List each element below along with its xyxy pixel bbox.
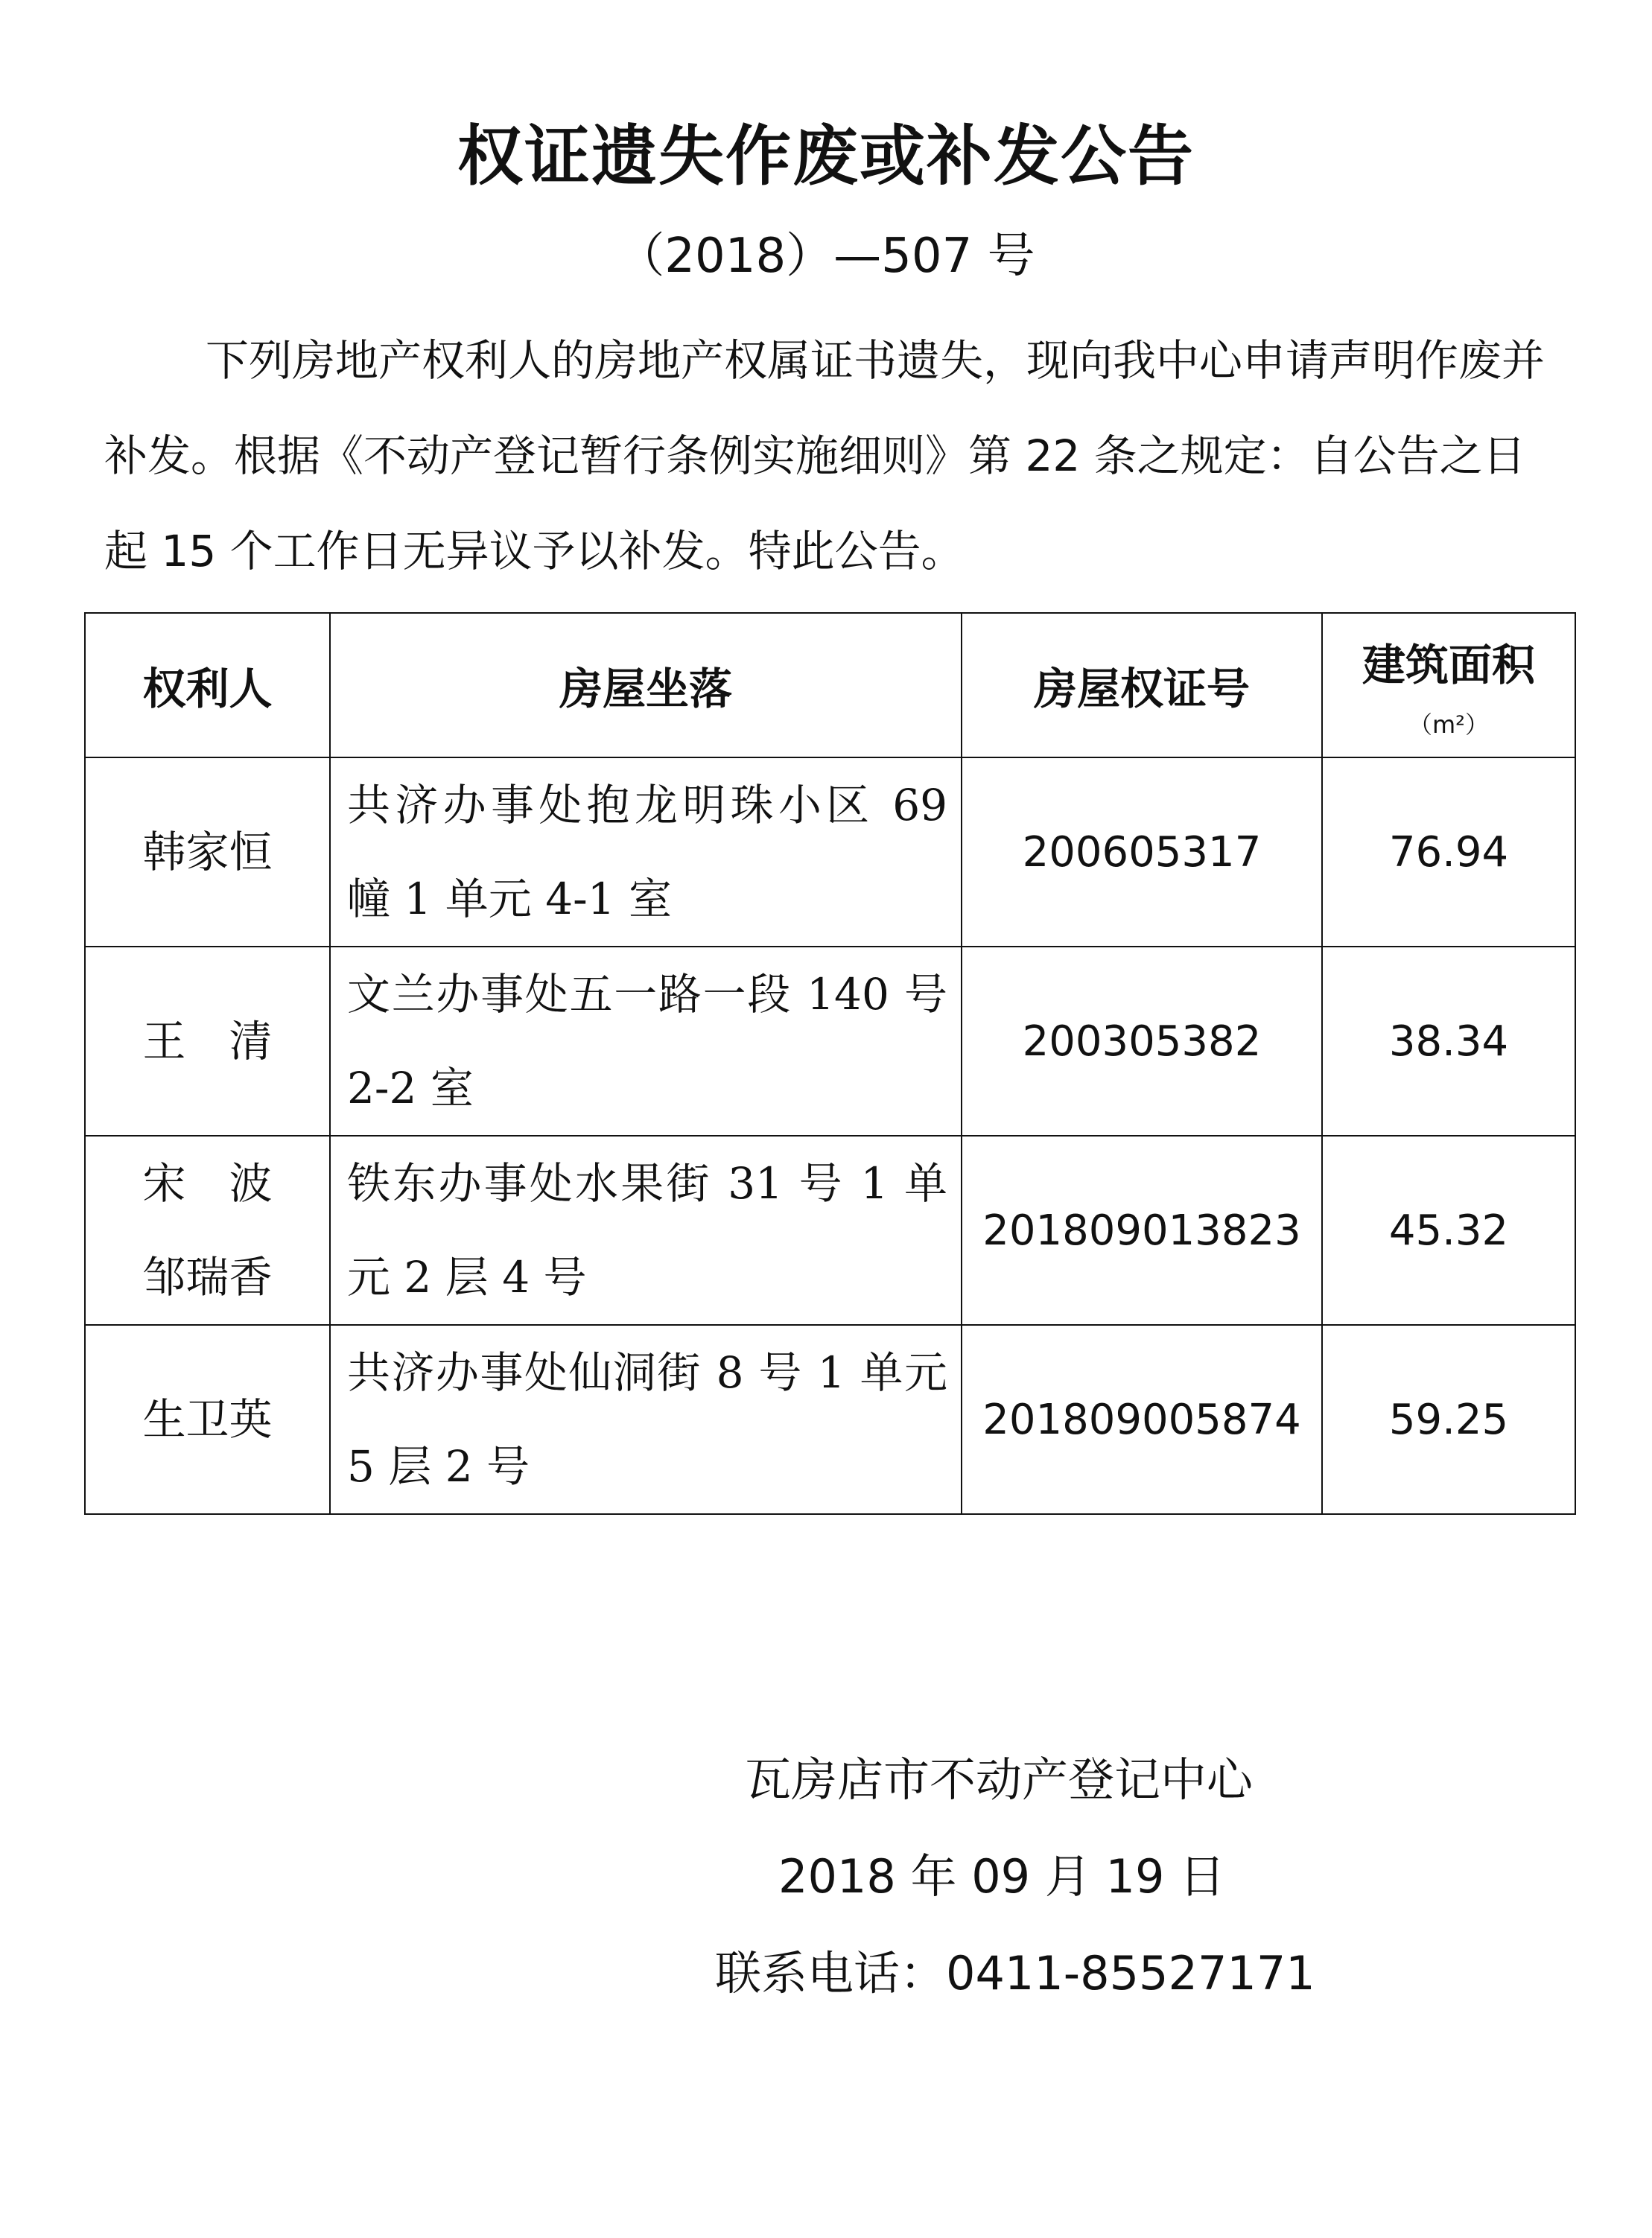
issuing-organization: 瓦房店市不动产登记中心 xyxy=(745,1752,1254,1807)
cert-no-cell: 200605317 xyxy=(962,757,1322,947)
table-row xyxy=(85,947,1575,1136)
notice-body: 下列房地产权利人的房地产权属证书遗失，现向我中心申请声明作废并补发。根据《不动产登记暂行条例实施细则》第 22 条之规定：自公告之日起 15 个工作日无异议予以补发。特此公告。 xyxy=(104,335,1545,576)
location-cell: 共济办事处仙洞街 8 号 1 单元 5 层 2 号 xyxy=(330,1325,962,1514)
table-header-row xyxy=(85,613,1575,757)
holder-cell xyxy=(85,757,330,947)
holder-name: 宋 波 xyxy=(142,1158,273,1209)
notice-number: （2018）—507 号 xyxy=(617,229,1035,284)
holder-name: 韩家恒 xyxy=(142,827,273,877)
table-row xyxy=(85,1325,1575,1514)
holder-cell xyxy=(85,947,330,1136)
area-cell: 59.25 xyxy=(1322,1325,1575,1514)
header-area-unit: （m²） xyxy=(1408,710,1489,739)
cert-no-cell: 201809013823 xyxy=(962,1136,1322,1325)
lost-certificate-table xyxy=(84,612,1576,1515)
cert-no-cell: 201809005874 xyxy=(962,1325,1322,1514)
area-cell: 45.32 xyxy=(1322,1136,1575,1325)
header-holder: 权利人 xyxy=(85,613,330,757)
holder-cell xyxy=(85,1325,330,1514)
header-location: 房屋坐落 xyxy=(330,613,962,757)
holder-name: 邹瑞香 xyxy=(142,1252,273,1303)
area-cell: 38.34 xyxy=(1322,947,1575,1136)
table-row xyxy=(85,1136,1575,1325)
area-cell: 76.94 xyxy=(1322,757,1575,947)
holder-name: 王 清 xyxy=(142,1016,273,1066)
holder-cell xyxy=(85,1136,330,1325)
header-area xyxy=(1322,613,1575,757)
location-cell: 铁东办事处水果街 31 号 1 单元 2 层 4 号 xyxy=(330,1136,962,1325)
table-row xyxy=(85,757,1575,947)
notice-title: 权证遗失作废或补发公告 xyxy=(457,118,1195,194)
contact-phone: 联系电话：0411-85527171 xyxy=(715,1946,1315,2000)
cert-no-cell: 200305382 xyxy=(962,947,1322,1136)
issue-date: 2018 年 09 月 19 日 xyxy=(778,1849,1226,1904)
holder-name: 生卫英 xyxy=(142,1394,273,1445)
header-cert-no: 房屋权证号 xyxy=(962,613,1322,757)
location-cell: 文兰办事处五一路一段 140 号 2-2 室 xyxy=(330,947,962,1136)
location-cell: 共济办事处抱龙明珠小区 69 幢 1 单元 4-1 室 xyxy=(330,757,962,947)
header-area-label: 建筑面积 xyxy=(1362,640,1535,690)
